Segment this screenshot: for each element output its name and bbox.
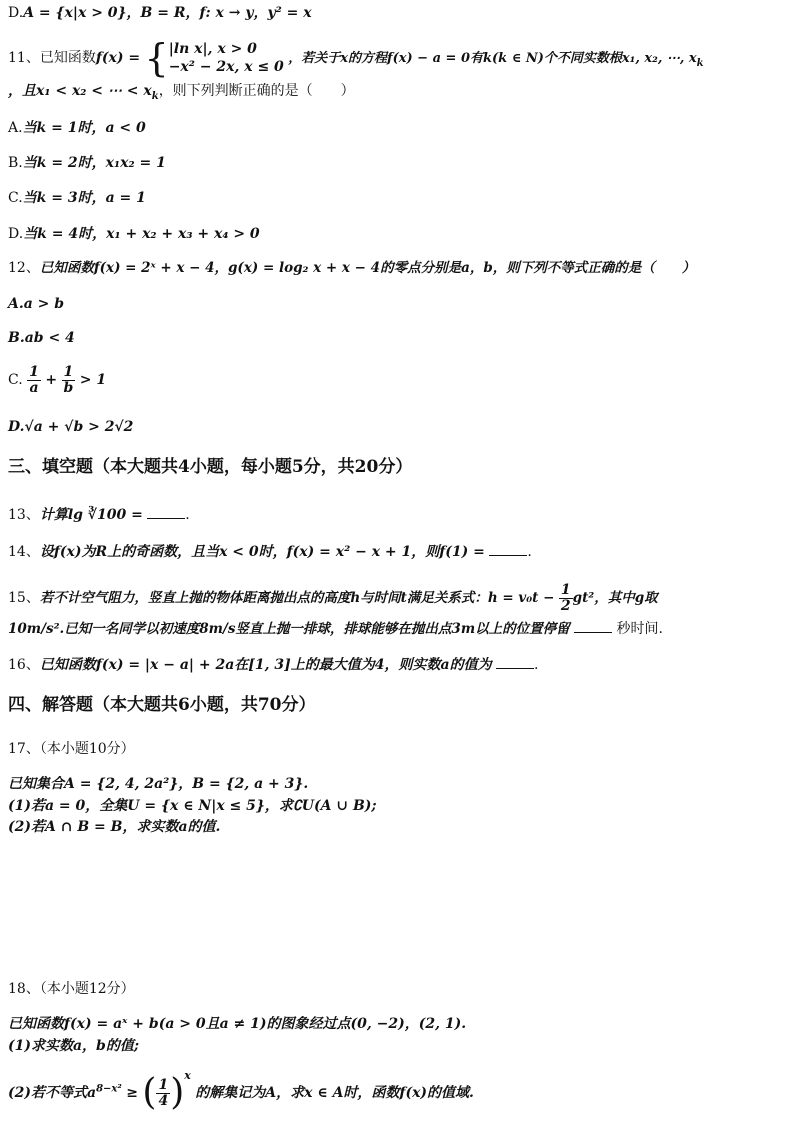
q17-part2 bbox=[8, 818, 220, 836]
q15-line2-pre: 10m/s².已知一名同学以初速度8m/s竖直上抛一排球，排球能够在抛出点3m以上的位置停留 bbox=[8, 621, 570, 637]
q17-p1-text: (1)若a = 0，全集U = {x ∈ N|x ≤ 5}，求∁U(A ∪ B); bbox=[8, 798, 377, 814]
q18-stem-text: 已知函数f(x) = aˣ + b(a > 0且a ≠ 1)的图象经过点(0, −2)，(2, 1). bbox=[8, 1016, 467, 1032]
q18-quarter-num: 1 bbox=[158, 1076, 169, 1093]
q11-post: ，若关于x的方程f(x) − a = 0有k(k ∈ N)个不同实数根x₁, x₂, ⋯, x bbox=[288, 51, 697, 66]
q13-blank bbox=[147, 506, 185, 519]
q12-option-b bbox=[8, 329, 75, 347]
q18-p2-post: 的解集记为A，求x ∈ A时，函数f(x)的值域. bbox=[195, 1085, 474, 1101]
q18-stem bbox=[8, 1015, 466, 1033]
q16-text: 已知函数f(x) = |x − a| + 2a在[1, 3]上的最大值为4，则实数a的值为 bbox=[39, 657, 492, 673]
q16-number: 16、 bbox=[8, 657, 40, 673]
q11-case2: −x² − 2x, x ≤ 0 bbox=[168, 59, 284, 75]
q12-option-c bbox=[8, 362, 106, 398]
q18-p2-geq: ≥ bbox=[126, 1085, 138, 1101]
q14-text: 设f(x)为R上的奇函数，且当x < 0时，f(x) = x² − x + 1，则f(1) = bbox=[39, 544, 485, 560]
q15-line2 bbox=[8, 620, 663, 638]
q11-d-text: 当k = 4时，x₁ + x₂ + x₃ + x₄ > 0 bbox=[23, 226, 260, 242]
q11-a-text: 当k = 1时，a < 0 bbox=[22, 120, 146, 136]
q11-line2-expr: ，且x₁ < x₂ < ⋯ < x bbox=[8, 83, 152, 99]
q12-a: A.a > b bbox=[8, 296, 65, 312]
q13-number: 13、 bbox=[8, 507, 40, 523]
section3-title: 三、填空题（本大题共4小题，每小题5分，共20分） bbox=[8, 457, 413, 477]
q15-half-num: 1 bbox=[560, 581, 571, 598]
q14-number: 14、 bbox=[8, 544, 40, 560]
q18-part1 bbox=[8, 1037, 139, 1055]
q15-half-den: 2 bbox=[560, 597, 571, 614]
q11-option-c bbox=[8, 189, 146, 207]
q12-frac-a bbox=[27, 365, 41, 396]
q11-a-label: A. bbox=[8, 120, 23, 136]
q11-option-b bbox=[8, 154, 166, 172]
q17-stem-text: 已知集合A = {2, 4, 2a²}，B = {2, a + 3}. bbox=[8, 776, 309, 792]
q15-line1 bbox=[8, 580, 658, 616]
q12-d: D.√a + √b > 2√2 bbox=[8, 419, 134, 435]
q12-text: 已知函数f(x) = 2ˣ + x − 4，g(x) = log₂ x + x − 4的零点分别是a，b，则下列不等式正确的是（ ） bbox=[39, 260, 696, 276]
q11-b-label: B. bbox=[8, 155, 23, 171]
q15-post: gt²，其中g取 bbox=[572, 590, 658, 606]
q11-line2 bbox=[8, 82, 355, 106]
q11-option-a bbox=[8, 119, 146, 137]
q11-line2-sub: k bbox=[151, 90, 159, 102]
q11-c-text: 当k = 3时，a = 1 bbox=[22, 190, 146, 206]
q11-option-d bbox=[8, 225, 260, 243]
q18-p1-text: (1)求实数a，b的值; bbox=[8, 1038, 140, 1054]
q12-number: 12、 bbox=[8, 260, 40, 276]
q11-line2-tail: ，则下列判断正确的是（ ） bbox=[158, 83, 355, 99]
q11-number: 11、 bbox=[8, 50, 40, 66]
q18-p2-exp: 8−x² bbox=[96, 1083, 122, 1095]
q18-p2-pre: (2)若不等式a bbox=[8, 1085, 97, 1101]
q12-c-label: C. bbox=[8, 372, 23, 388]
q10-d-expr: A = {x|x > 0}，B = R，f: x → y，y² = x bbox=[23, 5, 312, 21]
q12-c-tail: > 1 bbox=[79, 372, 107, 388]
q17-header: 17、（本小题10分） bbox=[8, 741, 135, 757]
q18-quarter-den: 4 bbox=[158, 1092, 169, 1109]
q12-frac-b-num: 1 bbox=[62, 365, 76, 381]
q15-pre: 若不计空气阻力，竖直上抛的物体距离抛出点的高度h与时间t满足关系式：h = v₀t − bbox=[39, 590, 555, 606]
q18-part2: (2)若不等式$a^{8-x^2}$ ≥ ( $\frac{1}{4}$ )$^x$ 的解集记为A，求x ∈ A时，函数f(x)的值域. bbox=[8, 1069, 474, 1113]
q14: 14、设f(x)为R上的奇函数，且当x < 0时，f(x) = x² − x + 1，则f(1) = . bbox=[8, 544, 532, 560]
q12-option-d bbox=[8, 418, 133, 436]
q10-option-d bbox=[8, 4, 312, 22]
q16: 16、已知函数f(x) = |x − a| + 2a在[1, 3]上的最大值为4，则实数a的值为 . bbox=[8, 657, 539, 673]
q11-sub-k: k bbox=[696, 57, 704, 69]
q11-b-text: 当k = 2时，x₁x₂ = 1 bbox=[22, 155, 166, 171]
q12-plus: + bbox=[45, 372, 58, 388]
q17-p2-text: (2)若A ∩ B = B，求实数a的值. bbox=[8, 819, 221, 835]
q12-frac-a-num: 1 bbox=[29, 363, 39, 380]
q16-blank bbox=[496, 656, 534, 669]
q15-half bbox=[559, 583, 573, 614]
q12-frac-b-den: b bbox=[63, 379, 74, 396]
q12-frac-b bbox=[62, 365, 76, 396]
q14-blank bbox=[489, 543, 527, 556]
q11-c-label: C. bbox=[8, 190, 23, 206]
q17-part1 bbox=[8, 797, 377, 815]
q11-func: f(x) = bbox=[95, 50, 141, 66]
q12-b: B.ab < 4 bbox=[8, 330, 75, 346]
q15-number: 15、 bbox=[8, 590, 40, 606]
q10-d-label: D. bbox=[8, 5, 24, 21]
q13: 13、计算lg ∛100 = . bbox=[8, 507, 190, 523]
q11-cases bbox=[169, 40, 284, 76]
q15-line2-post: 秒时间. bbox=[616, 621, 663, 637]
q11-brace: { bbox=[144, 36, 169, 80]
q12-option-a bbox=[8, 295, 64, 313]
q17-stem bbox=[8, 775, 308, 793]
section4-title: 四、解答题（本大题共6小题，共70分） bbox=[8, 695, 316, 715]
q18-quarter bbox=[156, 1078, 170, 1109]
q11-pre: 已知函数 bbox=[39, 50, 96, 66]
q18-p2-exp2: x bbox=[184, 1069, 191, 1082]
q11-stem bbox=[8, 38, 704, 84]
q12-stem bbox=[8, 259, 695, 277]
q15-blank bbox=[574, 620, 612, 633]
q18-header: 18、（本小题12分） bbox=[8, 981, 135, 997]
q11-d-label: D. bbox=[8, 226, 24, 242]
q12-frac-a-den: a bbox=[29, 379, 39, 396]
q11-case1: |ln x|, x > 0 bbox=[168, 41, 257, 57]
q13-text: 计算lg ∛100 = bbox=[39, 507, 143, 523]
